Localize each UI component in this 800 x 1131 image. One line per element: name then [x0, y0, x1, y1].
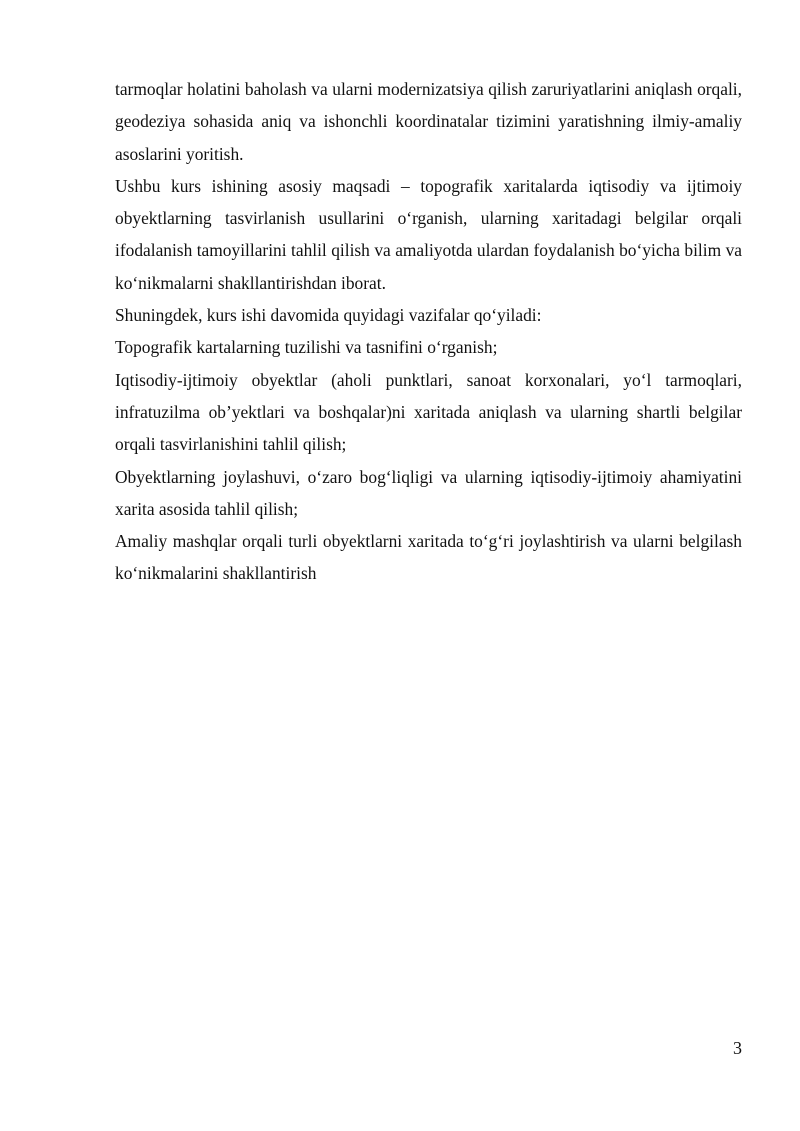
paragraph-intro-continuation: tarmoqlar holatini baholash va ularni modernizatsiya qilish zaruriyatlarini aniqlash orqali, geodeziya sohasida aniq va ishonchli koordinatalar tizimini yaratishning ilmiy-amaliy asoslarini yoritish. [115, 79, 742, 164]
page-number: 3 [733, 1038, 742, 1058]
task-item-3: Obyektlarning joylashuvi, o‘zaro bog‘liqligi va ularning iqtisodiy-ijtimoiy ahamiyatini xarita asosida tahlil qilish; [115, 466, 742, 519]
task-item-1: Topografik kartalarning tuzilishi va tasnifini o‘rganish; [115, 337, 498, 358]
paragraph-tasks-intro: Shuningdek, kurs ishi davomida quyidagi vazifalar qo‘yiladi: [115, 305, 542, 326]
task-item-2: Iqtisodiy-ijtimoiy obyektlar (aholi punktlari, sanoat korxonalari, yo‘l tarmoqlari, infratuzilma ob’yektlari va boshqalar)ni xaritada aniqlash va ularning shartli belgilar orqali tasvirlanishini tahlil qilish; [115, 369, 742, 455]
task-item-4: Amaliy mashqlar orqali turli obyektlarni xaritada to‘g‘ri joylashtirish va ularni belgilash ko‘nikmalarini shakllantirish [115, 531, 742, 584]
body-text [115, 73, 742, 590]
paragraph-main-goal: Ushbu kurs ishining asosiy maqsadi – topografik xaritalarda iqtisodiy va ijtimoiy obyektlarning tasvirlanish usullarini o‘rganish, ularning xaritadagi belgilar orqali ifodalanish tamoyillarini tahlil qilish va amaliyotda ulardan foydalanish bo‘yicha bilim va ko‘nikmalarni shakllantirishdan iborat. [115, 175, 742, 293]
